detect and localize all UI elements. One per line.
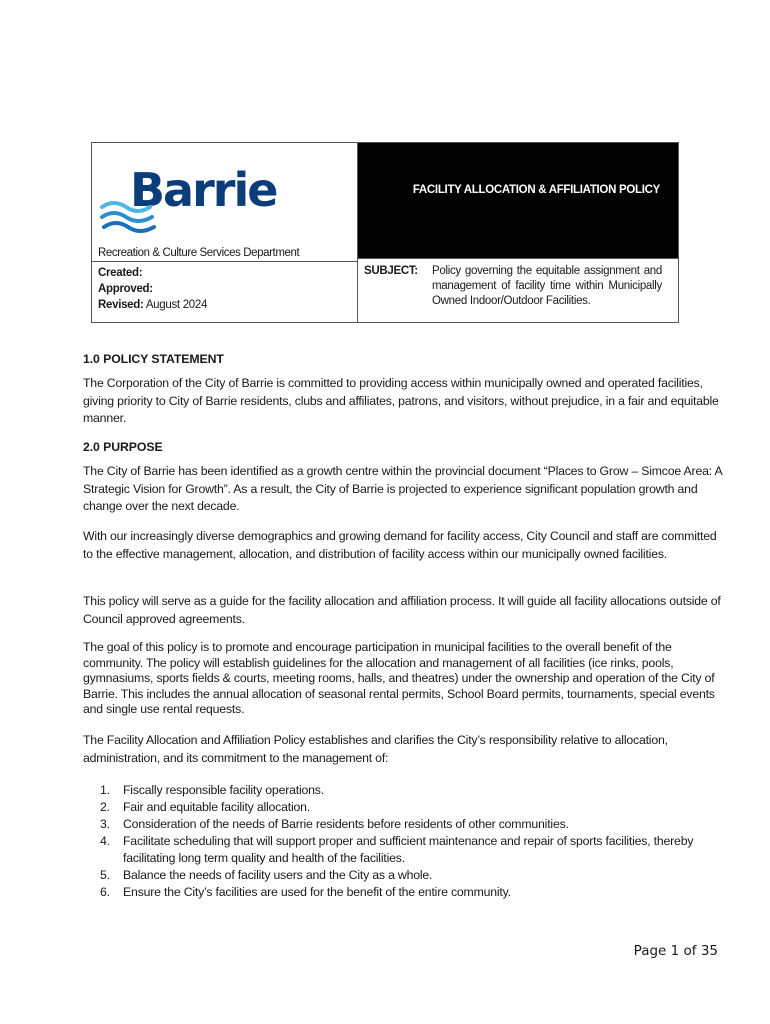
- list-number: 1.: [100, 783, 110, 797]
- management-list: [83, 782, 723, 901]
- section-1-heading: 1.0 POLICY STATEMENT: [83, 352, 224, 366]
- list-text: Fair and equitable facility allocation.: [123, 800, 311, 814]
- meta-divider: [92, 261, 357, 262]
- list-text: Fiscally responsible facility operations.: [123, 783, 324, 797]
- header-left-cell: [92, 143, 358, 322]
- subject-label: SUBJECT:: [364, 265, 418, 277]
- revised-value: August 2024: [145, 299, 208, 311]
- paragraph: The Facility Allocation and Affiliation Policy establishes and clarifies the City’s responsibility relative to allocation, administration, and its commitment to the management of:: [83, 733, 668, 765]
- wave-icon: [100, 197, 160, 233]
- revised-label: Revised:: [98, 299, 144, 311]
- section-2-paragraph-3: [83, 593, 723, 628]
- list-item: [83, 799, 723, 816]
- approved-label: Approved:: [98, 283, 153, 295]
- section-2-heading: 2.0 PURPOSE: [83, 440, 163, 454]
- paragraph: With our increasingly diverse demographics and growing demand for facility access, City Council and staff are committed to the effective management, allocation, and distribution of facility access within our municipally owned facilities.: [83, 529, 717, 561]
- section-2-paragraph-2: [83, 528, 723, 563]
- paragraph: This policy will serve as a guide for the facility allocation and affiliation process. It will guide all facility allocations outside of Council approved agreements.: [83, 594, 721, 626]
- policy-title: FACILITY ALLOCATION & AFFILIATION POLICY: [412, 184, 660, 196]
- list-number: 6.: [100, 885, 110, 899]
- logo-wordmark: Barrie: [130, 163, 277, 217]
- document-meta: [98, 265, 207, 313]
- page-number: Page 1 of 35: [633, 943, 718, 959]
- subject-text: Policy governing the equitable assignment and management of facility time within Municipally Owned Indoor/Outdoor Facilities.: [432, 265, 662, 307]
- barrie-logo: [100, 163, 277, 233]
- paragraph: The City of Barrie has been identified as a growth centre within the provincial document “Places to Grow – Simcoe Area: A Strategic Vision for Growth”. As a result, the City of Barrie is projected to experience significant population growth and change over the next decade.: [83, 464, 722, 513]
- list-text: Balance the needs of facility users and the City as a whole.: [123, 868, 433, 882]
- list-item: [83, 816, 723, 833]
- list-text: Consideration of the needs of Barrie residents before residents of other communities.: [123, 817, 569, 831]
- list-item: [83, 867, 723, 884]
- subject-divider: [358, 258, 678, 259]
- created-label: Created:: [98, 267, 143, 279]
- list-number: 2.: [100, 800, 110, 814]
- list-number: 5.: [100, 868, 110, 882]
- list-number: 3.: [100, 817, 110, 831]
- paragraph: The Corporation of the City of Barrie is committed to providing access within municipally owned and operated facilities, giving priority to City of Barrie residents, clubs and affiliates, patrons, and visitors, without prejudice, in a fair and equitable manner.: [83, 376, 719, 425]
- section-2-paragraph-4: [83, 640, 723, 718]
- section-2-paragraph-1: [83, 463, 723, 516]
- section-1-paragraph: [83, 375, 723, 428]
- list-number: 4.: [100, 834, 110, 848]
- paragraph: The goal of this policy is to promote and encourage participation in municipal facilities to the overall benefit of the community. The policy will establish guidelines for the allocation and management of all facilities (ice rinks, pools, gymnasiums, sports fields & courts, meeting rooms, halls, and theatres) under the ownership and operation of the City of Barrie. This includes the annual allocation of seasonal rental permits, School Board permits, tournaments, special events and single use rental requests.: [83, 640, 715, 716]
- section-2-paragraph-5: [83, 732, 723, 767]
- list-text: Ensure the City’s facilities are used for the benefit of the entire community.: [123, 885, 511, 899]
- list-text: Facilitate scheduling that will support proper and sufficient maintenance and repair of sports facilities, thereby facilitating long term quality and health of the facilities.: [123, 834, 694, 865]
- header-right-cell: [358, 143, 678, 322]
- list-item: [83, 833, 723, 867]
- subject-block: [364, 264, 662, 309]
- list-item: [83, 782, 723, 799]
- list-item: [83, 884, 723, 901]
- title-cell: [358, 143, 678, 258]
- policy-header-table: [91, 142, 679, 323]
- department-name: Recreation & Culture Services Department: [98, 247, 300, 259]
